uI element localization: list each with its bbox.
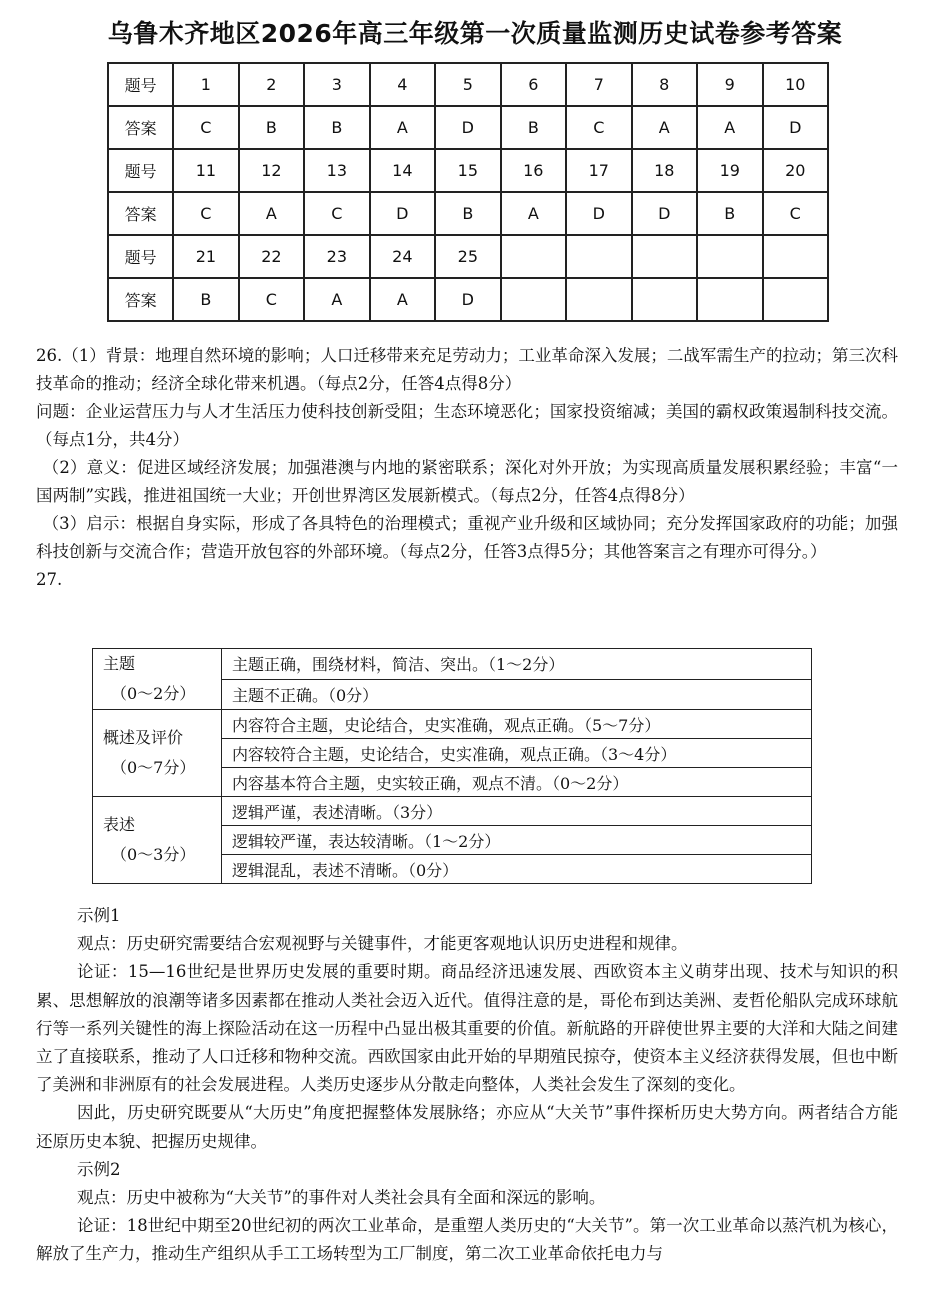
answer-cell	[566, 278, 631, 321]
example2-argument: 论证：18世纪中期至20世纪初的两次工业革命，是重塑人类历史的“大关节”。第一次工业革命以蒸汽机为核心，解放了生产力，推动生产组织从手工工场转型为工厂制度，第二次工业革命依托电力与	[36, 1216, 898, 1264]
answer-cell: D	[435, 106, 500, 149]
answer-cell	[501, 278, 566, 321]
answer-cell: B	[435, 192, 500, 235]
answer-cell: 12	[239, 149, 304, 192]
answer-cell	[566, 235, 631, 278]
rubric-row	[93, 649, 812, 680]
answer-cell: 13	[304, 149, 369, 192]
answer-cell: D	[370, 192, 435, 235]
answer-cell: 23	[304, 235, 369, 278]
rubric-category-score: （0～7分）	[111, 758, 196, 777]
answer-cell: C	[763, 192, 829, 235]
example1-conclusion: 因此，历史研究既要从“大历史”角度把握整体发展脉络；亦应从“大关节”事件探析历史大势方向。两者结合方能还原历史本貌、把握历史规律。	[36, 1103, 898, 1151]
rubric-criterion: 逻辑较严谨，表达较清晰。（1～2分）	[222, 826, 812, 855]
answer-cell: D	[632, 192, 697, 235]
answer-cell	[697, 278, 762, 321]
answer-cell: 4	[370, 63, 435, 106]
row-label: 答案	[108, 106, 173, 149]
answer-cell: A	[501, 192, 566, 235]
rubric-criterion: 内容符合主题，史论结合，史实准确，观点正确。（5～7分）	[222, 710, 812, 739]
example2-heading: 示例2	[77, 1159, 121, 1179]
answer-cell: 10	[763, 63, 829, 106]
answer-cell: 21	[173, 235, 238, 278]
row-label: 答案	[108, 192, 173, 235]
example1-argument: 论证：15—16世纪是世界历史发展的重要时期。商品经济迅速发展、西欧资本主义萌芽出现、技术与知识的积累、思想解放的浪潮等诸多因素都在推动人类社会迈入近代。值得注意的是，哥伦布到达美洲、麦哲伦船队完成环球航行等一系列关键性的海上探险活动在这一历程中凸显出极其重要的价值。新航路的开辟使世界主要的大洋和大陆之间建立了直接联系，推动了人口迁移和物种交流。西欧国家由此开始的早期殖民掠夺，使资本主义经济获得发展，但也中断了美洲和非洲原有的社会发展进程。人类历史逐步从分散走向整体，人类社会发生了深刻的变化。	[36, 962, 898, 1095]
answer-cell	[763, 235, 829, 278]
q27-rubric-table	[92, 648, 812, 884]
answer-cell: A	[370, 106, 435, 149]
answer-cell: D	[435, 278, 500, 321]
example2-view: 观点：历史中被称为“大关节”的事件对人类社会具有全面和深远的影响。	[77, 1188, 606, 1208]
rubric-category	[93, 797, 222, 884]
rubric-category-score: （0～3分）	[111, 845, 196, 864]
rubric-criterion: 内容基本符合主题，史实较正确，观点不清。（0～2分）	[222, 768, 812, 797]
answer-table	[107, 62, 829, 322]
rubric-criterion: 主题正确，围绕材料，简洁、突出。（1～2分）	[222, 649, 812, 680]
answer-cell: 18	[632, 149, 697, 192]
rubric-category	[93, 710, 222, 797]
answer-table-row	[108, 235, 828, 278]
answer-cell: C	[173, 106, 238, 149]
answer-cell: B	[501, 106, 566, 149]
rubric-criterion: 主题不正确。（0分）	[222, 679, 812, 710]
answer-cell: 19	[697, 149, 762, 192]
question-26-answer	[36, 342, 898, 594]
page-title: 乌鲁木齐地区2026年高三年级第一次质量监测历史试卷参考答案	[107, 19, 843, 48]
answer-table-row	[108, 63, 828, 106]
answer-cell: D	[763, 106, 829, 149]
answer-table-row	[108, 192, 828, 235]
answer-cell: C	[173, 192, 238, 235]
answer-cell: 8	[632, 63, 697, 106]
answer-cell: 14	[370, 149, 435, 192]
answer-cell: 22	[239, 235, 304, 278]
rubric-row	[93, 710, 812, 739]
rubric-category	[93, 649, 222, 710]
answer-cell: C	[304, 192, 369, 235]
row-label: 题号	[108, 235, 173, 278]
rubric-category-name: 概述及评价	[103, 728, 184, 747]
answer-cell: 7	[566, 63, 631, 106]
answer-cell: 20	[763, 149, 829, 192]
q27-number: 27.	[36, 570, 63, 589]
answer-cell: 16	[501, 149, 566, 192]
example1-heading: 示例1	[77, 906, 121, 925]
answer-table-row	[108, 278, 828, 321]
answer-cell: A	[697, 106, 762, 149]
rubric-criterion: 逻辑严谨，表述清晰。（3分）	[222, 797, 812, 826]
answer-table-row	[108, 106, 828, 149]
rubric-row	[93, 797, 812, 826]
answer-cell	[763, 278, 829, 321]
rubric-criterion: 逻辑混乱，表述不清晰。（0分）	[222, 855, 812, 884]
answer-cell: 9	[697, 63, 762, 106]
answer-cell: 1	[173, 63, 238, 106]
answer-cell	[697, 235, 762, 278]
answer-cell: A	[239, 192, 304, 235]
answer-cell: D	[566, 192, 631, 235]
answer-cell: A	[370, 278, 435, 321]
rubric-category-score: （0～2分）	[111, 684, 196, 703]
rubric-criterion: 内容较符合主题，史论结合，史实准确，观点正确。（3～4分）	[222, 739, 812, 768]
answer-cell	[632, 278, 697, 321]
answer-cell: 11	[173, 149, 238, 192]
answer-cell: A	[632, 106, 697, 149]
answer-cell: B	[239, 106, 304, 149]
answer-cell: 17	[566, 149, 631, 192]
answer-cell: 15	[435, 149, 500, 192]
answer-cell	[632, 235, 697, 278]
q27-examples	[36, 902, 898, 1269]
q26-significance: （2）意义：促进区域经济发展；加强港澳与内地的紧密联系；深化对外开放；为实现高质量发展积累经验；丰富“一国两制”实践，推进祖国统一大业；开创世界湾区发展新模式。（每点2分，任答4点得8分）	[36, 458, 898, 505]
answer-cell: 3	[304, 63, 369, 106]
answer-cell: 5	[435, 63, 500, 106]
example1-view: 观点：历史研究需要结合宏观视野与关键事件，才能更客观地认识历史进程和规律。	[77, 934, 688, 954]
answer-cell: C	[566, 106, 631, 149]
answer-cell: A	[304, 278, 369, 321]
answer-cell: 24	[370, 235, 435, 278]
rubric-category-name: 主题	[103, 654, 136, 673]
q26-inspiration: （3）启示：根据自身实际，形成了各具特色的治理模式；重视产业升级和区域协同；充分发挥国家政府的功能；加强科技创新与交流合作；营造开放包容的外部环境。（每点2分，任答3点得5分；其他答案言之有理亦可得分。）	[36, 514, 898, 561]
row-label: 答案	[108, 278, 173, 321]
answer-cell: 25	[435, 235, 500, 278]
row-label: 题号	[108, 63, 173, 106]
answer-cell: B	[304, 106, 369, 149]
answer-cell: B	[173, 278, 238, 321]
answer-cell	[501, 235, 566, 278]
answer-table-row	[108, 149, 828, 192]
answer-cell: C	[239, 278, 304, 321]
answer-cell: 2	[239, 63, 304, 106]
answer-cell: B	[697, 192, 762, 235]
answer-cell: 6	[501, 63, 566, 106]
rubric-category-name: 表述	[103, 815, 136, 834]
q26-background: 26.（1）背景：地理自然环境的影响；人口迁移带来充足劳动力；工业革命深入发展；二战军需生产的拉动；第三次科技革命的推动；经济全球化带来机遇。（每点2分，任答4点得8分）	[36, 346, 898, 393]
q26-problems: 问题：企业运营压力与人才生活压力使科技创新受阻；生态环境恶化；国家投资缩减；美国的霸权政策遏制科技交流。（每点1分，共4分）	[36, 402, 898, 449]
row-label: 题号	[108, 149, 173, 192]
